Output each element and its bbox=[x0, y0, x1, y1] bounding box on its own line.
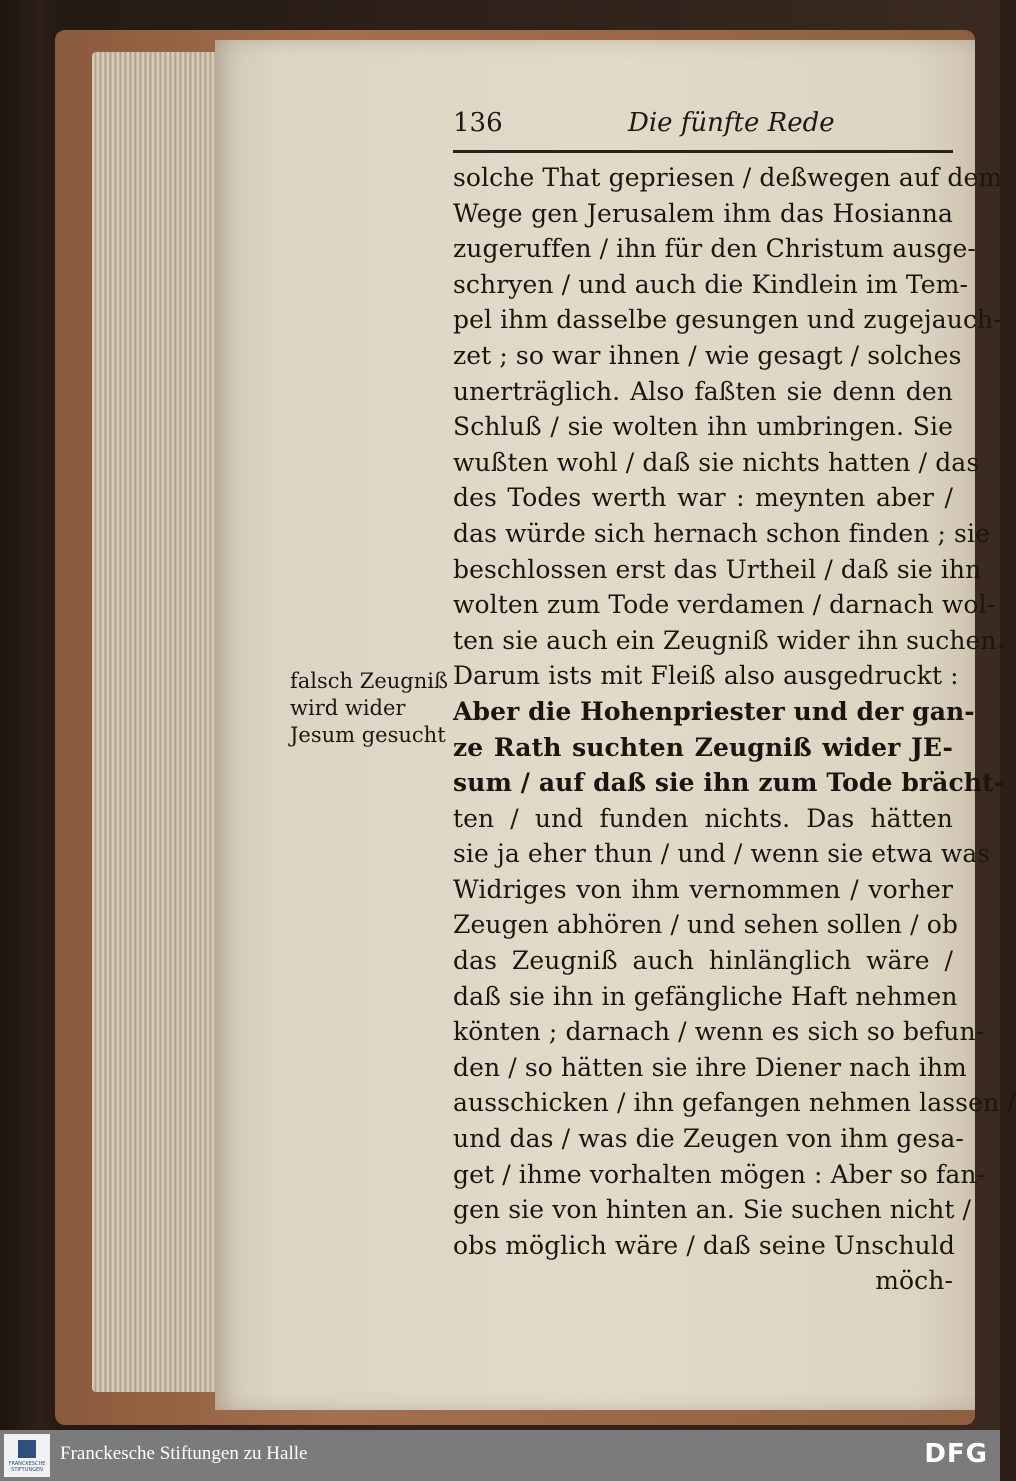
building-icon bbox=[18, 1440, 36, 1458]
text-line: ausschicken / ihn gefangen nehmen lassen / bbox=[453, 1088, 1016, 1118]
text-line: Darum ists mit Fleiß also ausgedruckt : bbox=[453, 661, 959, 691]
text-line: daß sie ihn in gefängliche Haft nehmen bbox=[453, 981, 958, 1011]
margin-note-line: Jesum gesucht bbox=[290, 723, 446, 747]
main-text bbox=[453, 160, 1016, 1299]
text-line: Zeugen abhören / und sehen sollen / ob bbox=[453, 910, 958, 940]
page-number: 136 bbox=[453, 108, 503, 138]
text-line: unerträglich. Also faßten sie denn den bbox=[453, 376, 953, 406]
text-line: get / ihme vorhalten mögen : Aber so fan- bbox=[453, 1159, 986, 1189]
quoted-line: sum / auf daß sie ihn zum Tode brächt- bbox=[453, 768, 1005, 798]
margin-note-line: falsch Zeugniß bbox=[290, 669, 449, 693]
text-line: beschlossen erst das Urtheil / daß sie ihn bbox=[453, 554, 982, 584]
header-rule bbox=[453, 150, 953, 153]
text-line: Schluß / sie wolten ihn umbringen. Sie bbox=[453, 412, 953, 442]
institution-logo[interactable] bbox=[4, 1434, 50, 1477]
text-line: gen sie von hinten an. Sie suchen nicht / bbox=[453, 1195, 972, 1225]
text-line: wolten zum Tode verdamen / darnach wol- bbox=[453, 590, 996, 620]
page-edges bbox=[92, 52, 222, 1392]
text-line: Widriges von ihm vernommen / vorher bbox=[453, 874, 953, 904]
running-head: Die fünfte Rede bbox=[628, 108, 835, 138]
text-line: den / so hätten sie ihre Diener nach ihm bbox=[453, 1052, 967, 1082]
text-line: des Todes werth war : meynten aber / bbox=[453, 483, 953, 513]
dfg-logo[interactable]: DFG bbox=[924, 1439, 988, 1469]
catchword: möch- bbox=[875, 1266, 953, 1296]
text-line: das Zeugniß auch hinlänglich wäre / bbox=[453, 946, 953, 976]
text-line: Wege gen Jerusalem ihm das Hosianna bbox=[453, 198, 953, 228]
text-line: ten / und funden nichts. Das hätten bbox=[453, 803, 953, 833]
institution-link[interactable]: Franckesche Stiftungen zu Halle bbox=[60, 1443, 308, 1464]
margin-note bbox=[290, 668, 448, 749]
text-line: das würde sich hernach schon finden ; sie bbox=[453, 518, 990, 548]
text-line: pel ihm dasselbe gesungen und zugejauch- bbox=[453, 305, 1002, 335]
text-line: ten sie auch ein Zeugniß wider ihn suchen. bbox=[453, 625, 1005, 655]
logo-text: FRANCKESCHE STIFTUNGEN bbox=[8, 1461, 46, 1473]
page-header bbox=[453, 108, 953, 148]
margin-note-line: wird wider bbox=[290, 696, 406, 720]
text-line: zet ; so war ihnen / wie gesagt / solches bbox=[453, 340, 962, 370]
text-line: könten ; darnach / wenn es sich so befun- bbox=[453, 1017, 985, 1047]
text-line: wußten wohl / daß sie nichts hatten / das bbox=[453, 447, 980, 477]
text-line: solche That gepriesen / deßwegen auf dem bbox=[453, 163, 1003, 192]
text-line: schryen / und auch die Kindlein im Tem- bbox=[453, 269, 969, 299]
text-line: sie ja eher thun / und / wenn sie etwa was bbox=[453, 839, 991, 869]
text-line: und das / was die Zeugen von ihm gesa- bbox=[453, 1124, 964, 1154]
quoted-line: ze Rath suchten Zeugniß wider JE- bbox=[453, 732, 953, 762]
text-line: zugeruffen / ihn für den Christum ausge- bbox=[453, 234, 976, 264]
text-line: obs möglich wäre / daß seine Unschuld bbox=[453, 1230, 955, 1260]
viewer-footer bbox=[0, 1430, 1000, 1481]
quoted-line: Aber die Hohenpriester und der gan- bbox=[453, 696, 975, 726]
